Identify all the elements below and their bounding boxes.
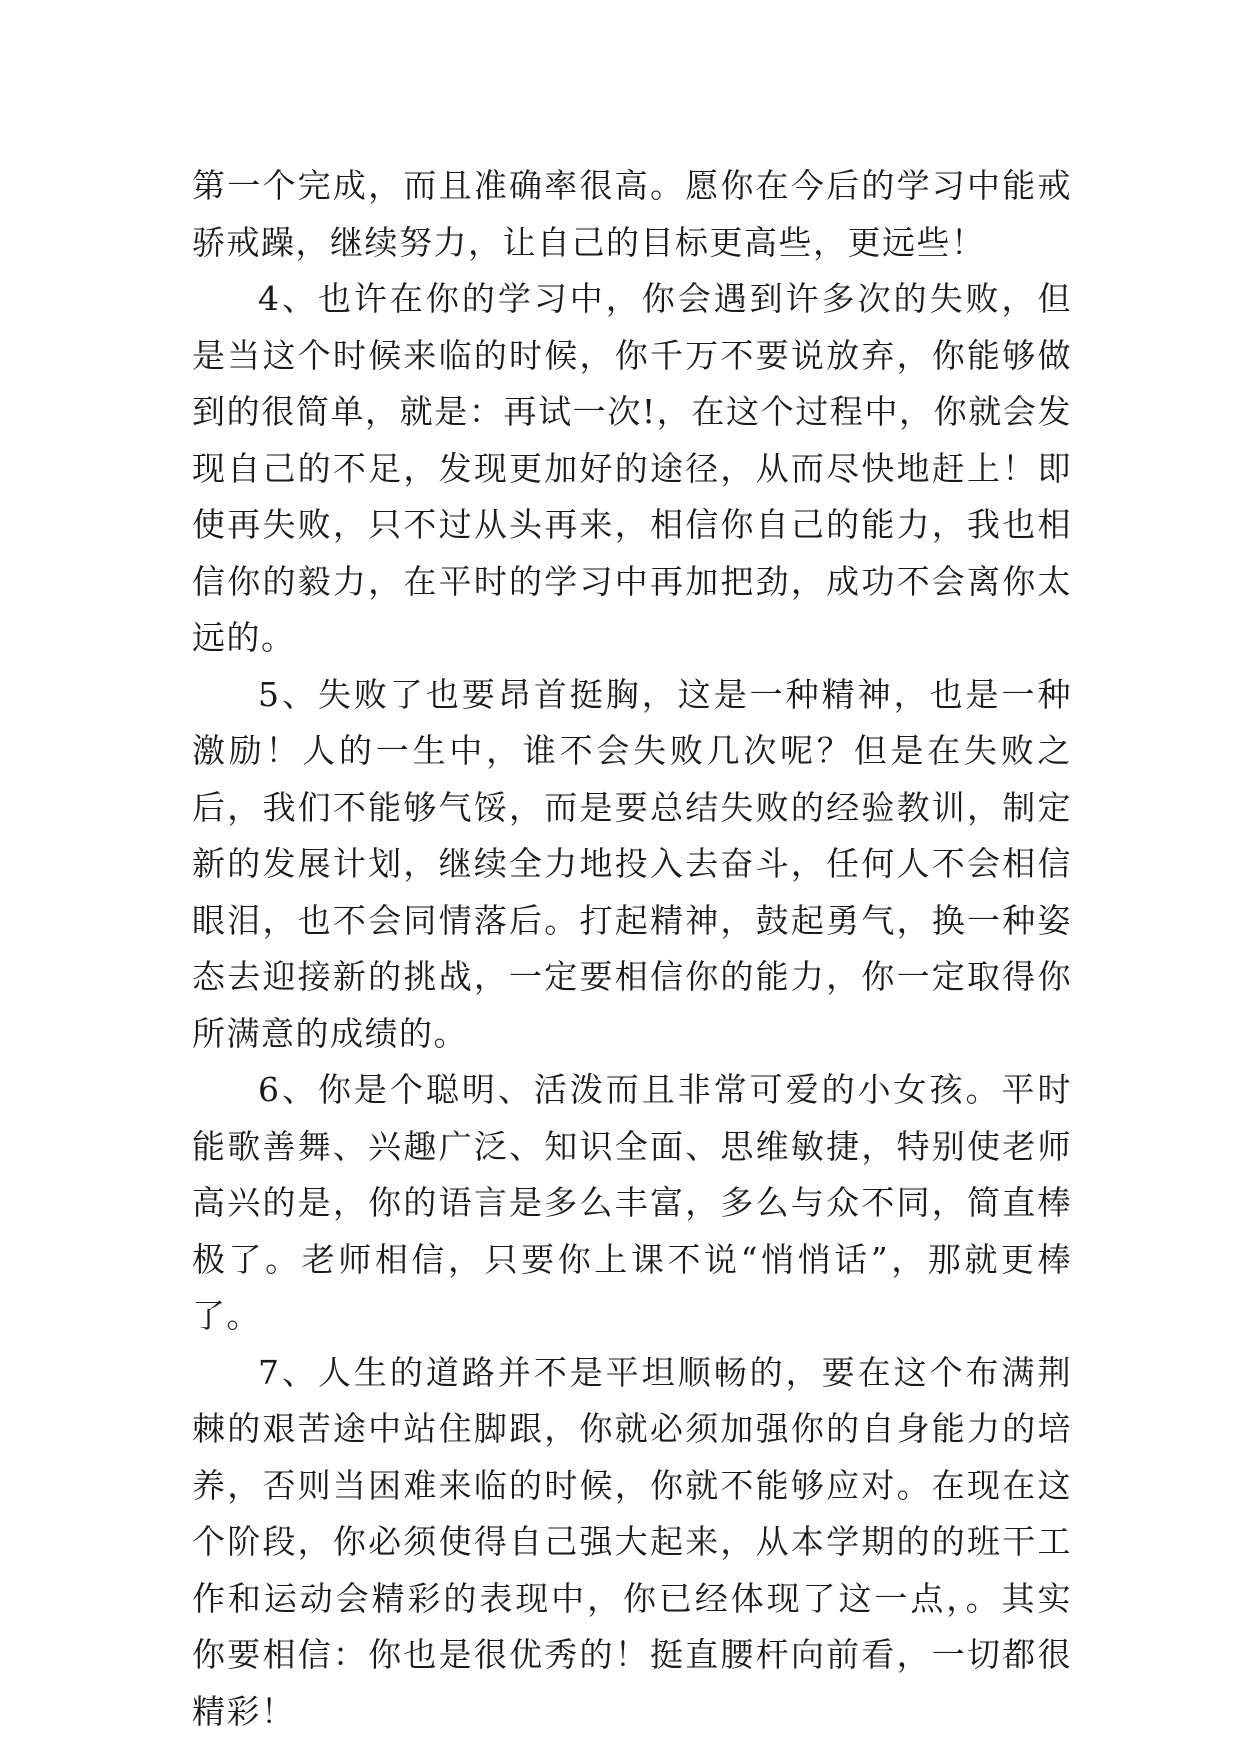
paragraph-7: 7、人生的道路并不是平坦顺畅的，要在这个布满荆棘的艰苦途中站住脚跟，你就必须加强你的自身能力的培养，否则当困难来临的时候，你就不能够应对。在现在这个阶段，你必须使得自己强大起来，从本学期的的班干工作和运动会精彩的表现中，你已经体现了这一点，。其实你要相信：你也是很优秀的！挺直腰杆向前看，一切都很精彩！ bbox=[192, 1352, 1072, 1731]
document-body bbox=[192, 158, 1072, 1740]
paragraph-6: 6、你是个聪明、活泼而且非常可爱的小女孩。平时能歌善舞、兴趣广泛、知识全面、思维敏捷，特别使老师高兴的是，你的语言是多么丰富，多么与众不同，简直棒极了。老师相信，只要你上课不说“悄悄话”，那就更棒了。 bbox=[192, 1070, 1072, 1335]
paragraph-continued: 第一个完成，而且准确率很高。愿你在今后的学习中能戒骄戒躁，继续努力，让自己的目标更高些，更远些！ bbox=[192, 166, 1072, 262]
paragraph-4: 4、也许在你的学习中，你会遇到许多次的失败，但是当这个时候来临的时候，你千万不要说放弃，你能够做到的很简单，就是：再试一次!，在这个过程中，你就会发现自己的不足，发现更加好的途径，从而尽快地赶上！即使再失败，只不过从头再来，相信你自己的能力，我也相信你的毅力，在平时的学习中再加把劲，成功不会离你太远的。 bbox=[192, 279, 1072, 657]
paragraph-5: 5、失败了也要昂首挺胸，这是一种精神，也是一种激励！人的一生中，谁不会失败几次呢？但是在失败之后，我们不能够气馁，而是要总结失败的经验教训，制定新的发展计划，继续全力地投入去奋斗，任何人不会相信眼泪，也不会同情落后。打起精神，鼓起勇气，换一种姿态去迎接新的挑战，一定要相信你的能力，你一定取得你所满意的成绩的。 bbox=[192, 674, 1072, 1053]
